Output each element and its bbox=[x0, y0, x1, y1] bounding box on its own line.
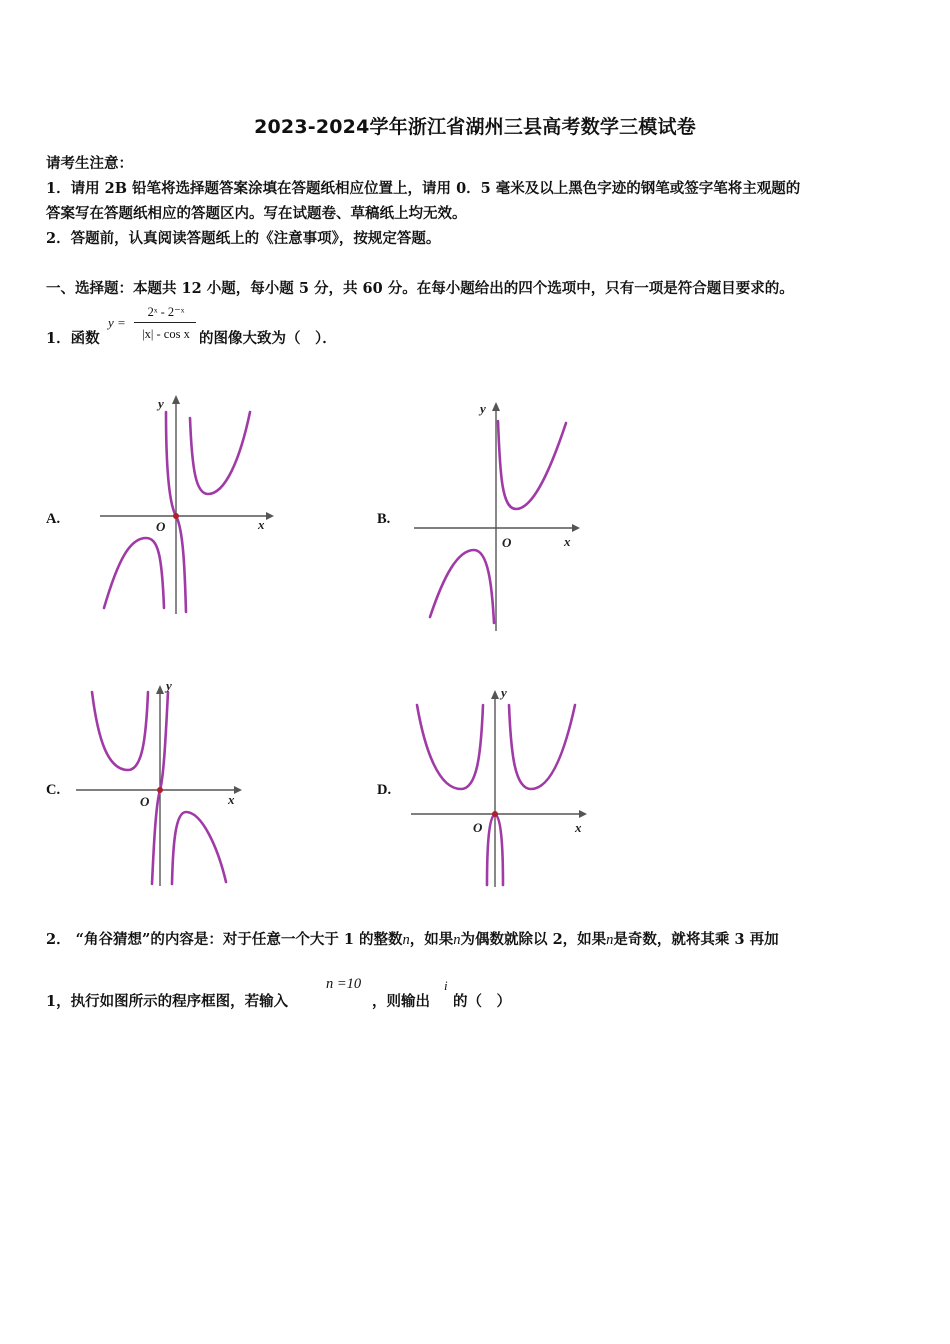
option-a-graph[interactable] bbox=[90, 390, 280, 620]
origin-label: O bbox=[156, 519, 166, 534]
q2-line-2-part-c: 的（ ） bbox=[453, 993, 511, 1010]
x-axis-arrow-icon bbox=[572, 524, 580, 532]
option-c-label[interactable]: C. bbox=[46, 782, 61, 798]
origin-label: O bbox=[140, 794, 150, 809]
q2-line-1-part-a: 2． “角谷猜想”的内容是：对于任意一个大于 1 的整数 bbox=[46, 931, 403, 948]
x-axis-arrow-icon bbox=[579, 810, 587, 818]
curve-left bbox=[430, 550, 494, 623]
q2-line-1-part-b: ，如果 bbox=[409, 931, 454, 948]
option-d-label[interactable]: D. bbox=[377, 782, 392, 798]
y-axis-label: y bbox=[501, 685, 507, 700]
q2-input-expr: n =10 bbox=[326, 976, 362, 992]
y-axis-label: y bbox=[166, 678, 172, 693]
notice-item-2: 2．答题前，认真阅读答题纸上的《注意事项》，按规定答题。 bbox=[46, 230, 441, 247]
q1-numerator: 2ˣ - 2⁻ˣ bbox=[147, 305, 185, 319]
notice-item-1-line-1: 1．请用 2B 铅笔将选择题答案涂填在答题纸相应位置上，请用 0．5 毫米及以上黑色字迹的钢笔或签字笔将主观题的 bbox=[46, 180, 801, 197]
page-title: 2023-2024学年浙江省湖州三县高考数学三模试卷 bbox=[254, 116, 696, 138]
q2-var-n-2: n bbox=[453, 932, 461, 948]
y-axis-arrow-icon bbox=[172, 395, 180, 404]
y-axis-label: y bbox=[158, 396, 164, 411]
origin-label: O bbox=[502, 535, 512, 550]
curve-left bbox=[417, 705, 483, 789]
q2-line-1-part-d: 是奇数，就将其乘 3 再加 bbox=[613, 931, 779, 948]
x-axis-label: x bbox=[575, 820, 582, 835]
q2-line-2-part-b: ，则输出 bbox=[372, 993, 430, 1010]
curve-left bbox=[92, 692, 148, 770]
q2-line-1 bbox=[46, 928, 779, 949]
option-c-graph[interactable] bbox=[70, 680, 250, 890]
q1-y-eq: y = bbox=[108, 315, 126, 330]
q2-var-n-1: n bbox=[402, 932, 410, 948]
x-axis-arrow-icon bbox=[234, 786, 242, 794]
y-axis-arrow-icon bbox=[492, 402, 500, 411]
q2-output-var: i bbox=[444, 978, 448, 993]
curve-right bbox=[172, 812, 226, 884]
option-b-graph[interactable] bbox=[410, 395, 590, 635]
section-1-heading: 一、选择题：本题共 12 小题，每小题 5 分，共 60 分。在每小题给出的四个选项中，只有一项是符合题目要求的。 bbox=[46, 280, 794, 297]
curve-left bbox=[104, 538, 164, 608]
curve-right bbox=[190, 412, 250, 494]
option-b-label[interactable]: B. bbox=[377, 511, 391, 527]
origin-dot bbox=[157, 787, 163, 793]
q2-line-2-part-a: 1，执行如图所示的程序框图，若输入 bbox=[46, 993, 289, 1010]
curve-right bbox=[509, 705, 575, 789]
curve-right bbox=[498, 421, 566, 509]
origin-label: O bbox=[473, 820, 483, 835]
q1-denominator: |x| - cos x bbox=[142, 327, 190, 341]
q1-fraction-bar bbox=[134, 322, 196, 323]
origin-dot bbox=[492, 811, 498, 817]
q1-prefix: 1．函数 bbox=[46, 330, 100, 347]
option-a-label[interactable]: A. bbox=[46, 511, 61, 527]
option-d-graph[interactable] bbox=[405, 685, 595, 890]
y-axis-arrow-icon bbox=[156, 685, 164, 694]
q2-line-1-part-c: 为偶数就除以 2，如果 bbox=[460, 931, 607, 948]
notice-heading: 请考生注意： bbox=[46, 155, 133, 172]
q1-suffix: 的图像大致为（ ）． bbox=[199, 330, 337, 347]
y-axis-arrow-icon bbox=[491, 690, 499, 699]
x-axis-label: x bbox=[228, 792, 235, 807]
y-axis-label: y bbox=[480, 401, 486, 416]
origin-dot bbox=[173, 513, 179, 519]
x-axis-label: x bbox=[564, 534, 571, 549]
x-axis-arrow-icon bbox=[266, 512, 274, 520]
x-axis-label: x bbox=[258, 517, 265, 532]
notice-item-1-line-2: 答案写在答题纸相应的答题区内。写在试题卷、草稿纸上均无效。 bbox=[46, 205, 467, 222]
q2-var-n-3: n bbox=[606, 932, 614, 948]
